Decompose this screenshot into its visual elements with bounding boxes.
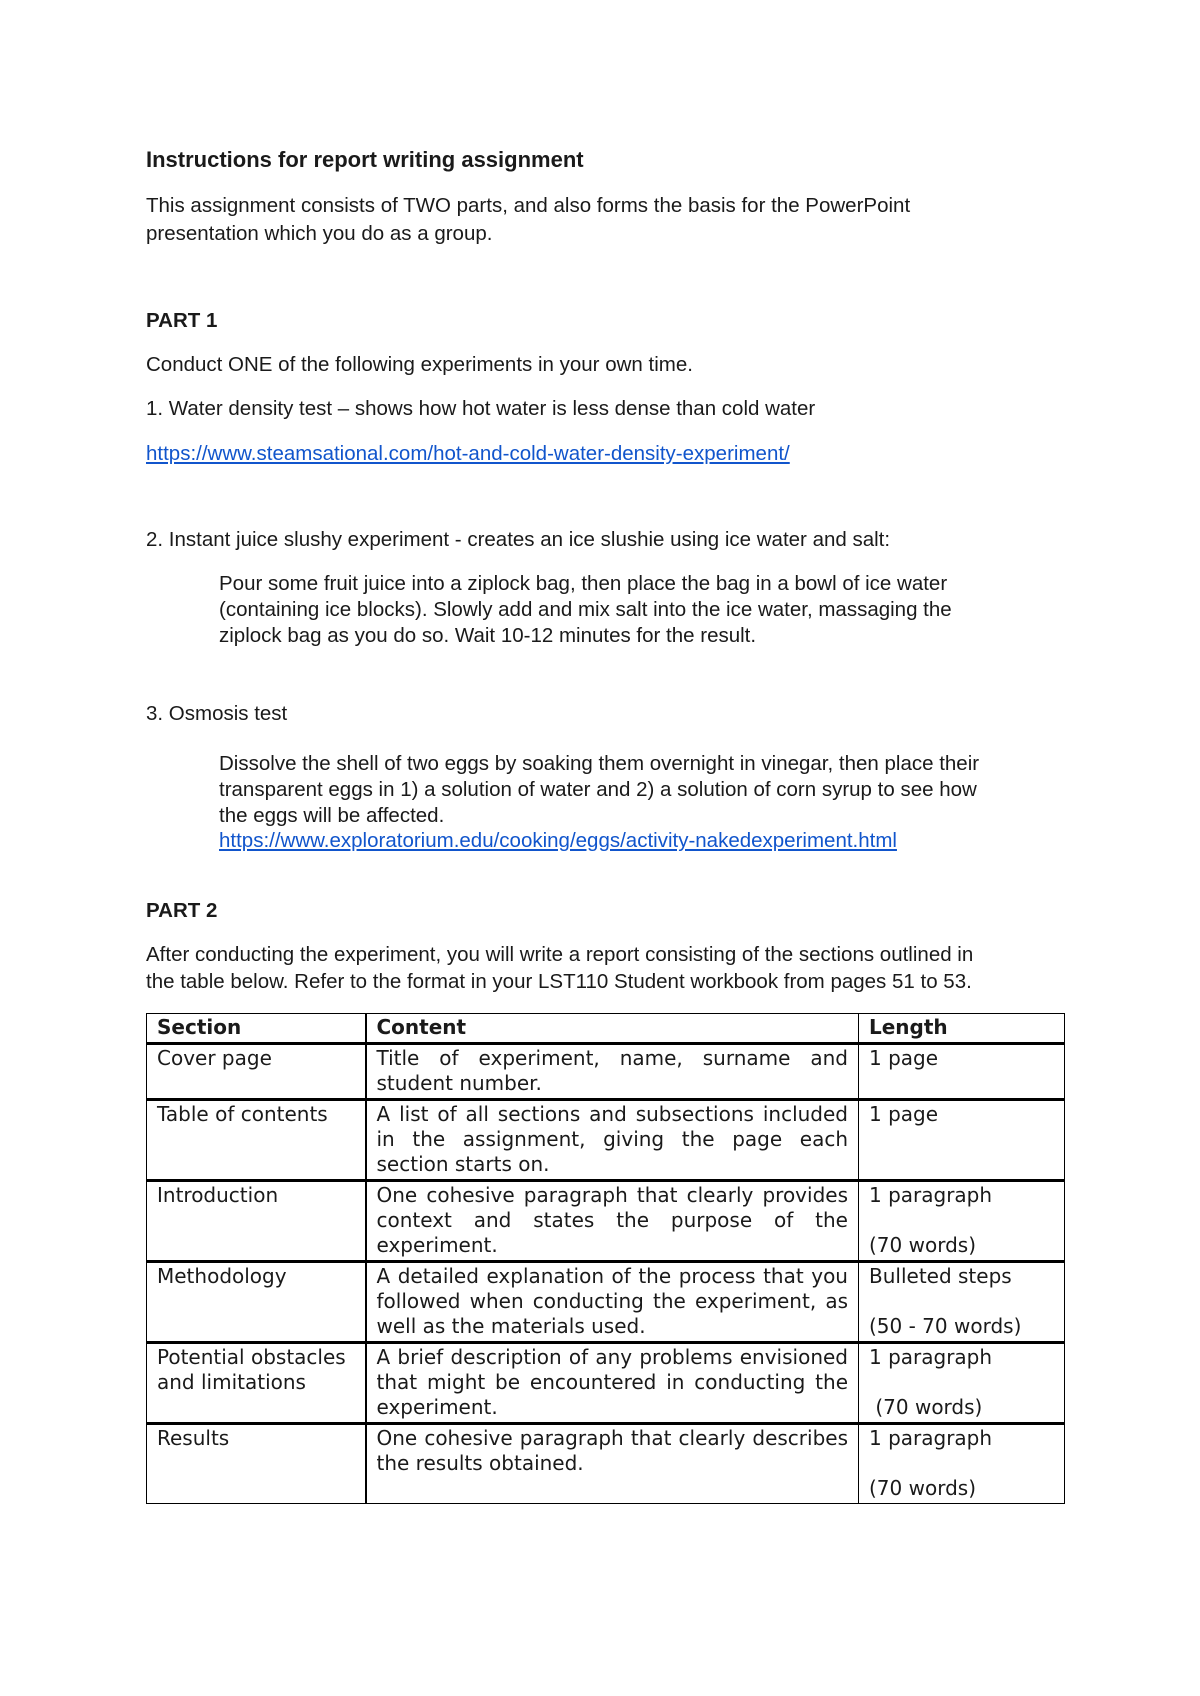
experiment-3-link[interactable]: https://www.exploratorium.edu/cooking/eggs/activity-nakedexperiment.html	[219, 829, 897, 852]
cell-length	[859, 1343, 1065, 1424]
cell-length-primary: 1 paragraph	[869, 1183, 993, 1207]
cell-length-primary: 1 page	[869, 1046, 939, 1070]
cell-length-primary: Bulleted steps	[869, 1264, 1012, 1288]
cell-length	[859, 1181, 1065, 1262]
table-row	[147, 1343, 1065, 1424]
cell-length-secondary: (70 words)	[869, 1395, 983, 1419]
cell-length-primary: 1 paragraph	[869, 1426, 993, 1450]
cell-length-secondary: (70 words)	[869, 1233, 976, 1257]
table-row	[147, 1262, 1065, 1343]
table-row	[147, 1181, 1065, 1262]
experiment-3-line-2: transparent eggs in 1) a solution of water and 2) a solution of corn syrup to see how	[219, 778, 977, 801]
cell-section: Methodology	[147, 1262, 366, 1343]
cell-content: Title of experiment, name, surname and student number.	[366, 1044, 859, 1100]
cell-section: Potential obstacles and limitations	[147, 1343, 366, 1424]
cell-content: One cohesive paragraph that clearly describes the results obtained.	[366, 1424, 859, 1504]
table-header-row	[147, 1014, 1065, 1044]
part2-line-1: After conducting the experiment, you will write a report consisting of the sections outlined in	[146, 943, 974, 966]
cell-content: A brief description of any problems envisioned that might be encountered in conducting the experiment.	[366, 1343, 859, 1424]
experiment-3-line-3: the eggs will be affected.	[219, 804, 445, 827]
experiment-2-line-2: (containing ice blocks). Slowly add and mix salt into the ice water, massaging the	[219, 598, 952, 621]
experiment-3-title: 3. Osmosis test	[146, 702, 288, 725]
table-row	[147, 1424, 1065, 1504]
cell-content: One cohesive paragraph that clearly provides context and states the purpose of the experiment.	[366, 1181, 859, 1262]
experiment-3-line-1: Dissolve the shell of two eggs by soaking them overnight in vinegar, then place their	[219, 752, 980, 775]
part1-heading: PART 1	[146, 309, 218, 332]
cell-length-primary: 1 page	[869, 1102, 939, 1126]
part2-line-2: the table below. Refer to the format in your LST110 Student workbook from pages 51 to 53.	[146, 970, 972, 993]
cell-content: A list of all sections and subsections included in the assignment, giving the page each section starts on.	[366, 1100, 859, 1181]
part1-instruction: Conduct ONE of the following experiments in your own time.	[146, 353, 693, 376]
intro-line-1: This assignment consists of TWO parts, and also forms the basis for the PowerPoint	[146, 194, 911, 217]
experiment-2-title: 2. Instant juice slushy experiment - creates an ice slushie using ice water and salt:	[146, 528, 891, 551]
experiment-2-line-3: ziplock bag as you do so. Wait 10-12 minutes for the result.	[219, 624, 757, 647]
experiment-2-line-1: Pour some fruit juice into a ziplock bag, then place the bag in a bowl of ice water	[219, 572, 948, 595]
cell-length	[859, 1100, 1065, 1181]
header-section: Section	[147, 1014, 366, 1044]
page-title: Instructions for report writing assignment	[146, 147, 584, 172]
part2-heading: PART 2	[146, 899, 218, 922]
cell-section: Table of contents	[147, 1100, 366, 1181]
table-row	[147, 1044, 1065, 1100]
cell-length-secondary: (70 words)	[869, 1476, 976, 1500]
header-length: Length	[859, 1014, 1065, 1044]
intro-line-2: presentation which you do as a group.	[146, 222, 493, 245]
cell-length-primary: 1 paragraph	[869, 1345, 993, 1369]
table-row	[147, 1100, 1065, 1181]
cell-length-secondary: (50 - 70 words)	[869, 1314, 1022, 1338]
experiment-1-title: 1. Water density test – shows how hot water is less dense than cold water	[146, 397, 816, 420]
report-sections-table	[146, 1013, 1065, 1504]
header-content: Content	[366, 1014, 859, 1044]
cell-section: Introduction	[147, 1181, 366, 1262]
cell-length	[859, 1044, 1065, 1100]
cell-section: Cover page	[147, 1044, 366, 1100]
cell-section: Results	[147, 1424, 366, 1504]
cell-length	[859, 1424, 1065, 1504]
cell-length	[859, 1262, 1065, 1343]
cell-content: A detailed explanation of the process that you followed when conducting the experiment, as well as the materials used.	[366, 1262, 859, 1343]
experiment-1-link[interactable]: https://www.steamsational.com/hot-and-cold-water-density-experiment/	[146, 442, 790, 465]
